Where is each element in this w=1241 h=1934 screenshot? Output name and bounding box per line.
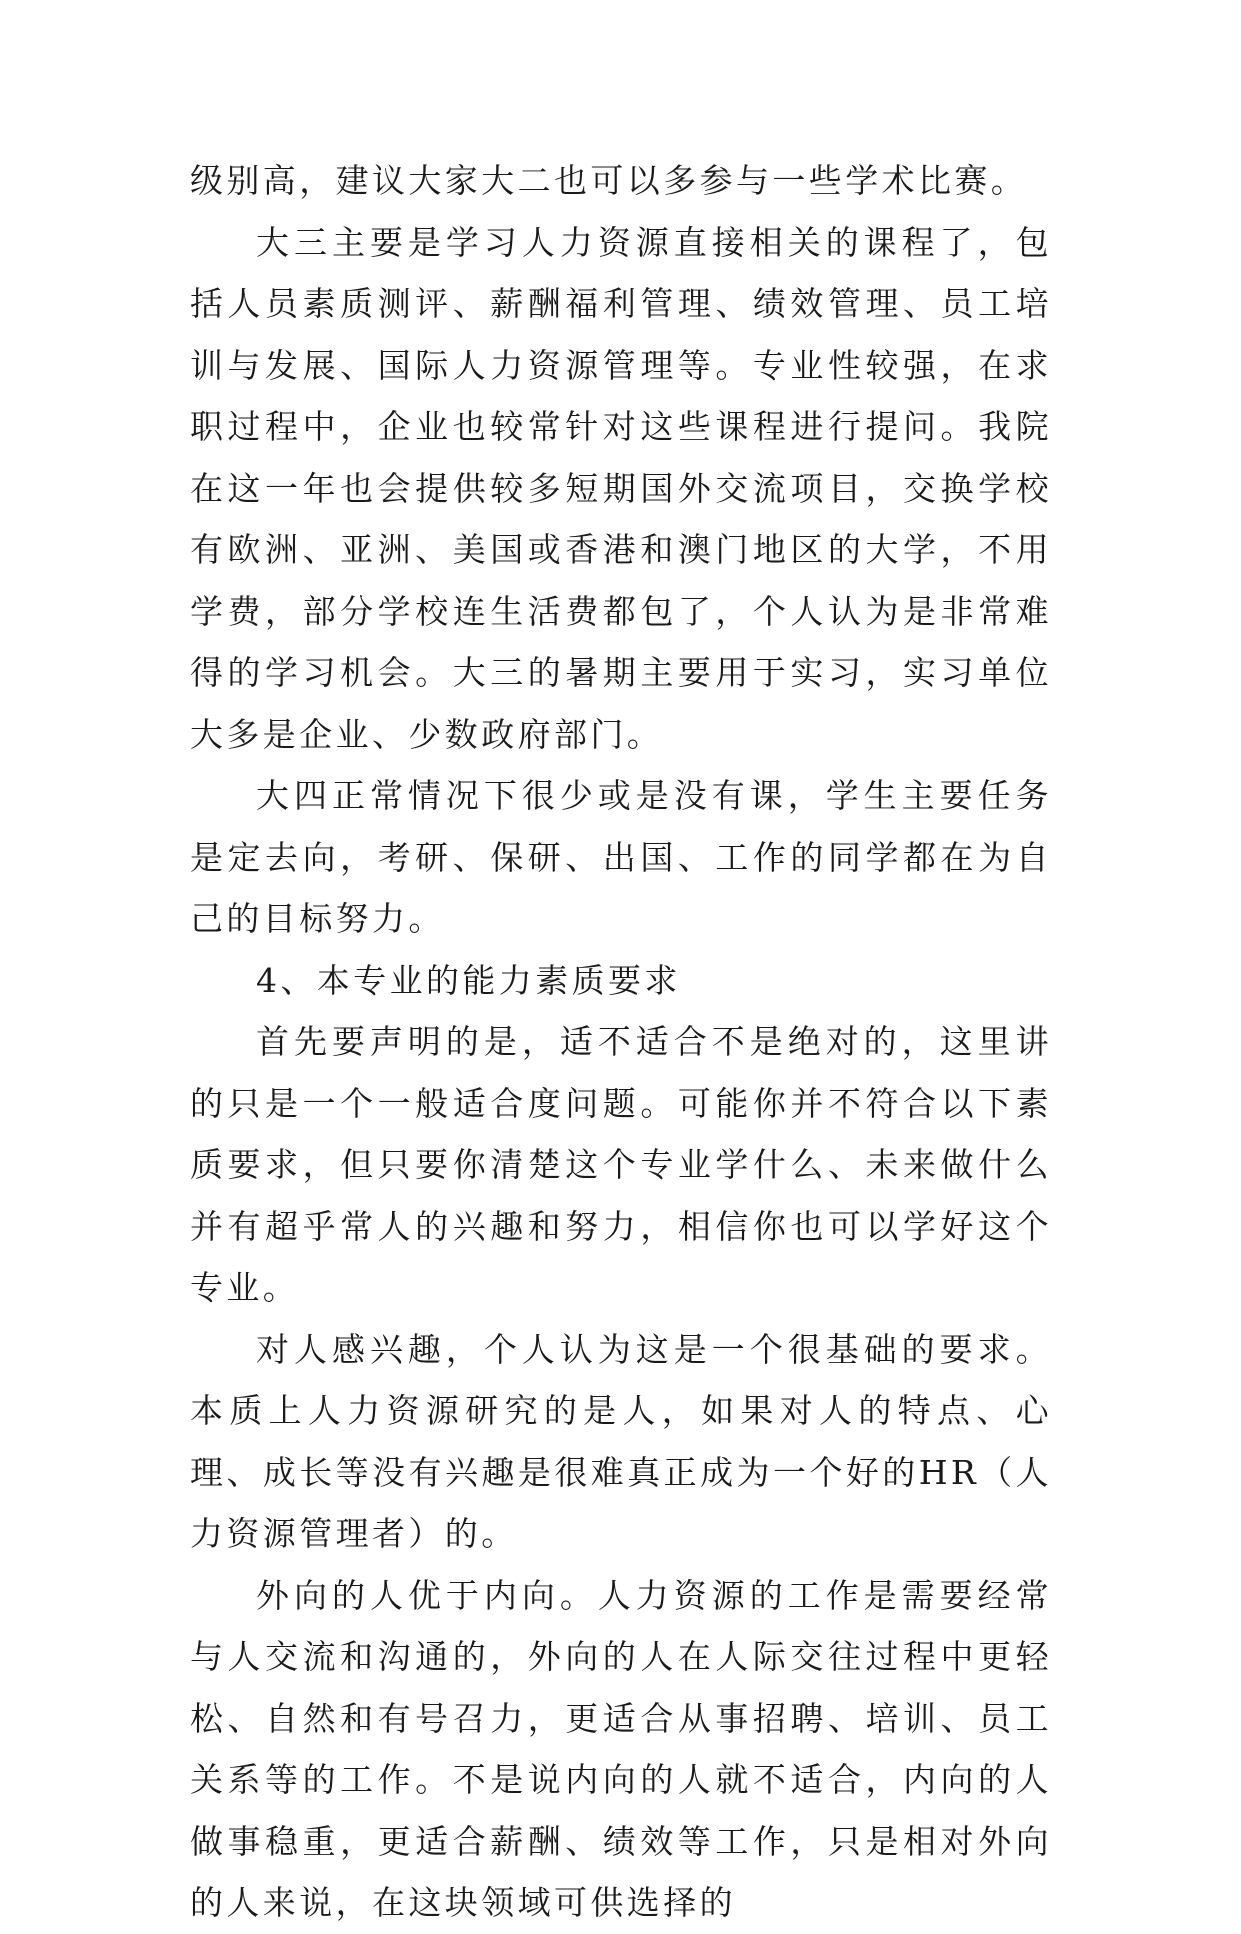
- paragraph-1: 级别高，建议大家大二也可以多参与一些学术比赛。: [190, 161, 1028, 200]
- paragraph-2: 大三主要是学习人力资源直接相关的课程了，包括人员素质测评、薪酬福利管理、绩效管理、员工培训与发展、国际人力资源管理等。专业性较强，在求职过程中，企业也较常针对这些课程进行提问。我院在这一年也会提供较多短期国外交流项目，交换学校有欧洲、亚洲、美国或香港和澳门地区的大学，不用学费，部分学校连生活费都包了，个人认为是非常难得的学习机会。大三的暑期主要用于实习，实习单位大多是企业、少数政府部门。: [190, 222, 1052, 754]
- document-page: [190, 150, 1052, 1934]
- paragraph-5: 对人感兴趣，个人认为这是一个很基础的要求。本质上人力资源研究的是人，如果对人的特点、心理、成长等没有兴趣是很难真正成为一个好的HR（人力资源管理者）的。: [190, 1329, 1052, 1553]
- paragraph-6: 外向的人优于内向。人力资源的工作是需要经常与人交流和沟通的，外向的人在人际交往过程中更轻松、自然和有号召力，更适合从事招聘、培训、员工关系等的工作。不是说内向的人就不适合，内向的人做事稳重，更适合薪酬、绩效等工作，只是相对外向的人来说，在这块领域可供选择的: [190, 1575, 1052, 1922]
- paragraph-3: 大四正常情况下很少或是没有课，学生主要任务是定去向，考研、保研、出国、工作的同学都在为自己的目标努力。: [190, 776, 1052, 938]
- section-heading: 4、本专业的能力素质要求: [256, 960, 681, 1000]
- paragraph-4: 首先要声明的是，适不适合不是绝对的，这里讲的只是一个一般适合度问题。可能你并不符合以下素质要求，但只要你清楚这个专业学什么、未来做什么并有超乎常人的兴趣和努力，相信你也可以学好这个专业。: [190, 1022, 1052, 1307]
